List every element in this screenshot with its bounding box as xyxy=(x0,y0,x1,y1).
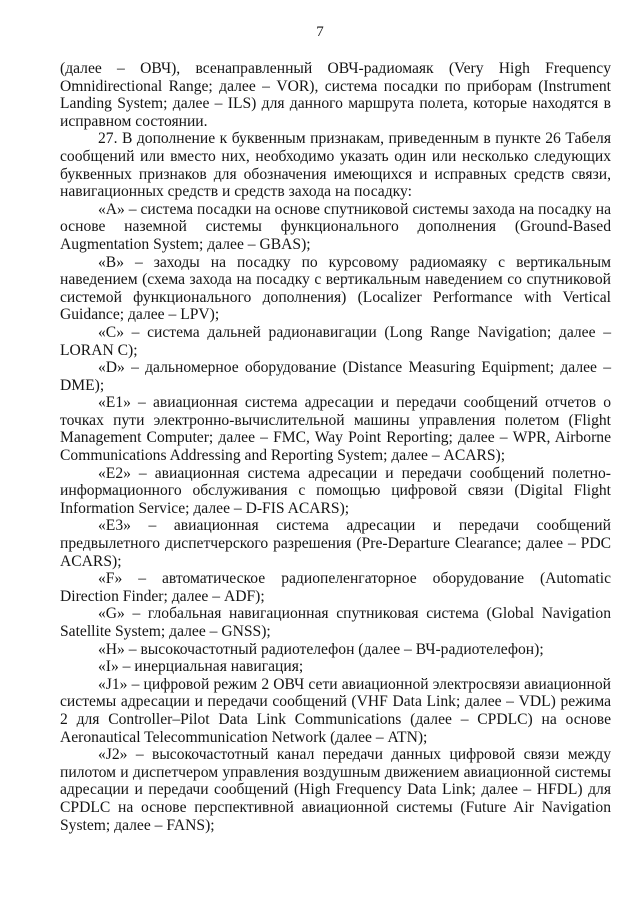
page-number: 7 xyxy=(316,24,324,40)
paragraph-continuation: (далее – ОВЧ), всенаправленный ОВЧ-радиомаяк (Very High Frequency Omnidirectional Range; далее – VOR), система посадки по приборам (Instrument Landing System; далее – ILS) для данного маршрута полета, которые находятся в исправном состоянии. xyxy=(60,60,611,130)
list-item-i: «I» – инерциальная навигация; xyxy=(98,658,304,676)
list-item-a: «A» – система посадки на основе спутниковой системы захода на посадку на основе наземной системы функционального дополнения (Ground-Based Augmentation System; далее – GBAS); xyxy=(60,200,611,253)
list-item-j2: «J2» – высокочастотный канал передачи данных цифровой связи между пилотом и диспетчером управления воздушным движением авиационной системы адресации и передачи сообщений (High Frequency Data Link; далее – HFDL) для CPDLC на основе перспективной авиационной системы (Future Air Navigation System; далее – FANS); xyxy=(60,746,611,834)
list-item-e1: «E1» – авиационная система адресации и передачи сообщений отчетов о точках пути электронно-вычислительной машины управления полетом (Flight Management Computer; далее – FMC, Way Point Reporting; далее – WPR, Airborne Communications Addressing and Reporting System; далее – ACARS); xyxy=(60,394,611,465)
list-item-c: «C» – система дальней радионавигации (Long Range Navigation; далее – LORAN C); xyxy=(60,323,611,359)
list-item-g: «G» – глобальная навигационная спутниковая система (Global Navigation Satellite System; далее – GNSS); xyxy=(60,605,611,640)
document-body xyxy=(60,60,611,834)
list-item-h: «H» – высокочастотный радиотелефон (далее – ВЧ-радиотелефон); xyxy=(98,640,544,658)
paragraph-item-27: 27. В дополнение к буквенным признакам, приведенным в пункте 26 Табеля сообщений или вместо них, необходимо указать один или несколько следующих буквенных признаков для обозначения имеющихся и исправных средств связи, навигационных средств и средств захода на посадку: xyxy=(60,130,611,201)
list-item-j1: «J1» – цифровой режим 2 ОВЧ сети авиационной электросвязи авиационной системы адресации и передачи сообщений (VHF Data Link; далее – VDL) режима 2 для Controller–Pilot Data Link Communications (далее – CPDLC) на основе Aeronautical Telecommunication Network (далее – ATN); xyxy=(60,675,611,746)
list-item-e3: «E3» – авиационная система адресации и передачи сообщений предвылетного диспетчерского разрешения (Pre-Departure Clearance; далее – PDC ACARS); xyxy=(60,517,611,570)
list-item-d: «D» – дальномерное оборудование (Distance Measuring Equipment; далее – DME); xyxy=(60,359,611,394)
list-item-e2: «E2» – авиационная система адресации и передачи сообщений полетно-информационного обслуживания с помощью цифровой связи (Digital Flight Information Service; далее – D-FIS ACARS); xyxy=(60,464,611,517)
list-item-f: «F» – автоматическое радиопеленгаторное оборудование (Automatic Direction Finder; далее – ADF); xyxy=(60,570,611,605)
list-item-b: «B» – заходы на посадку по курсовому радиомаяку с вертикальным наведением (схема захода на посадку с вертикальным наведением со спутниковой системой функционального дополнения) (Localizer Performance with Vertical Guidance; далее – LPV); xyxy=(60,253,611,324)
